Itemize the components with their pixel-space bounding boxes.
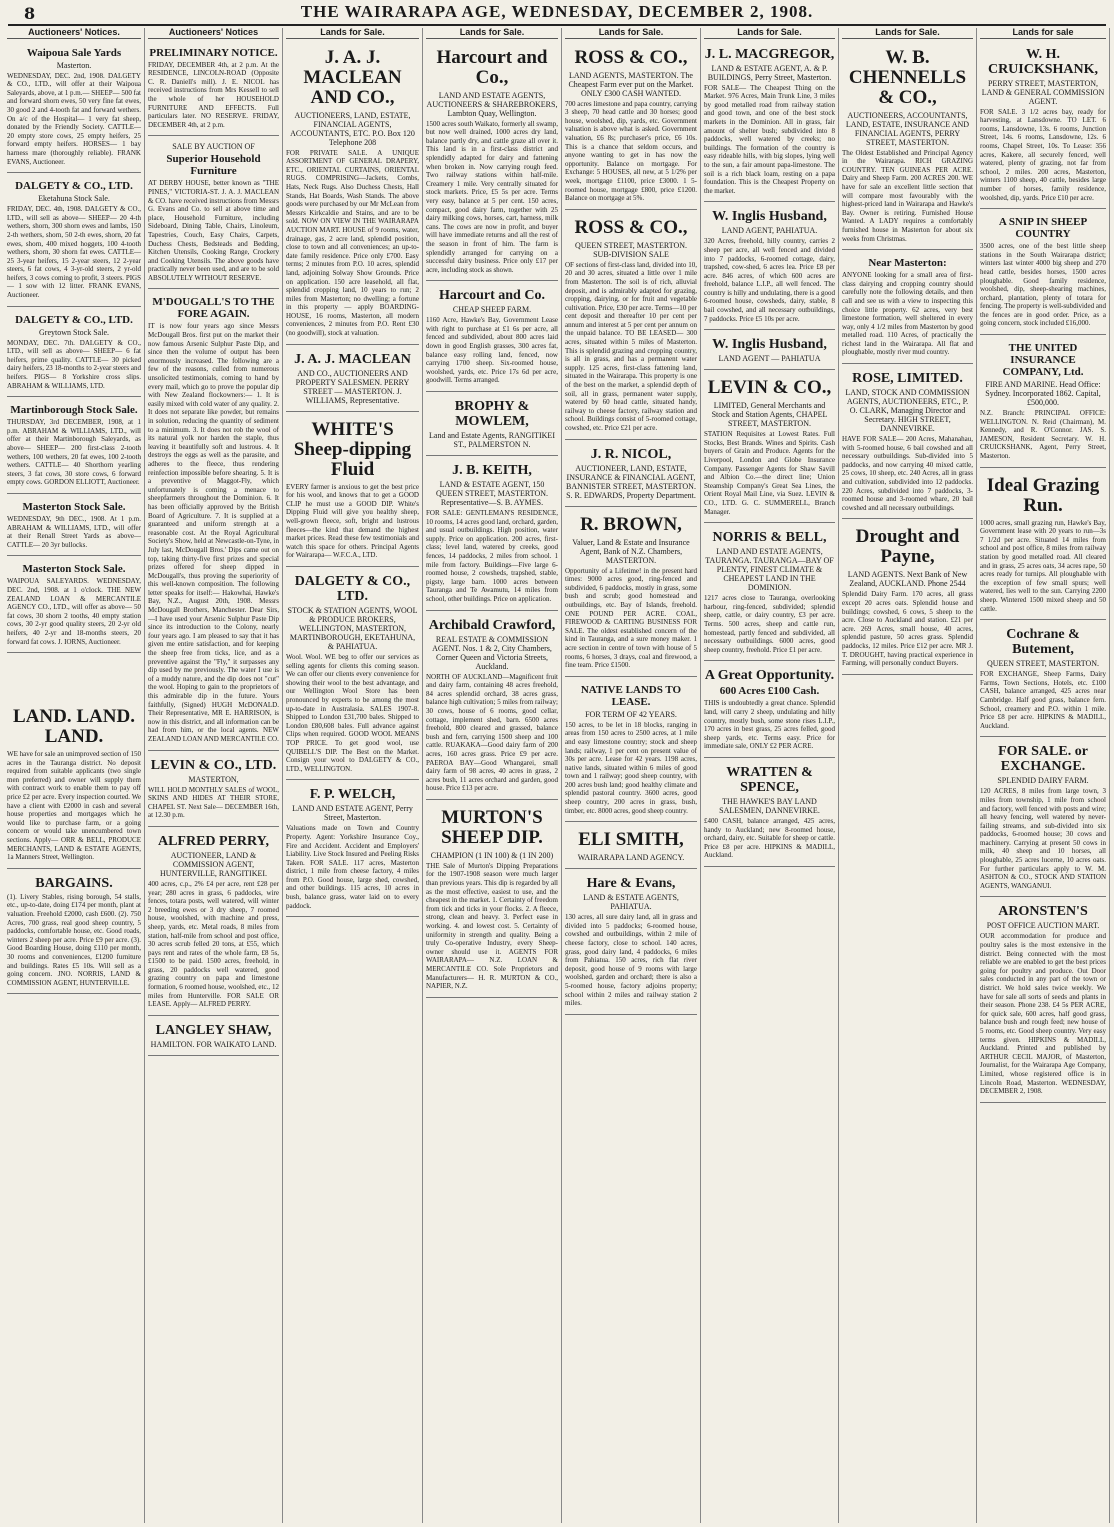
ad-body: WEDNESDAY, DEC. 2nd, 1908. DALGETY & CO., LTD., will offer at their Waipoua Saleyards, above, at 1 p.m.— SHEEP— 500 fat and forward shorn ewes, 50 very fine fat ewes, 30 good 2 and 4-tooth fat and forward wethers. On a/c of the Hospital— 1 very fat sheep, donated by the Friendly Society. CATTLE— 20 empty store cows, 25 empty heifers, 25 forward empty heifers. HORSES— 1 bay harness mare (thoroughly reliable). FRANK EVANS, Auctioneer. <box>7 71 141 166</box>
ad-body: 1000 acres, small grazing run, Hawke's Bay, Government lease with 20 years to run—3s 7 1/2d per acre. Situated 14 miles from school and post office, 8 miles from railway station by good metalled road. All cleared and in grass, 25 acres oats, 34 acres rape, 50 acres ready for turnips. All ploughable with the exception of few small spurs; well watered, lies well to the sun. Carrying 2200 sheep. Wintered 1500 mixed sheep and 50 cattle. <box>980 518 1106 613</box>
ad-heading: ALFRED PERRY, <box>157 833 269 849</box>
page-number: 8 <box>24 4 36 23</box>
ad-heading: DALGETY & CO., LTD. <box>15 313 133 326</box>
ad-body: OUR accommodation for produce and poultry sales is the most extensive in the district. Being connected with the most reliable we are enabled to get the best prices going for poultry and produce. Out Door sales conducted in any part of the town or district. We hold sales twice weekly. We have for sale all sorts of seeds and plants in their season. Phone 238. £4 5s PER ACRE, for quick sale, 600 acres, half good grass, balance bush and rough feed; new house of 5 rooms, etc. Good sheep country. Very easy terms given. HIPKINS & MADILL, Auckland. Printed and published by ARTHUR CECIL MAJOR, of Masterton, Journalist, for the Wairarapa Age Company, Limited, whose registered office is in Lincoln Road, Masterton. WEDNESDAY, DECEMBER 2, 1908. <box>980 932 1106 1096</box>
ad <box>148 753 279 827</box>
ad-body: 120 ACRES, 8 miles from large town, 3 miles from township, 1 mile from school and factory, well fenced with posts and wire; all heavy fencing, well watered by never-failing streams, and sub-divided into six paddocks, 6-roomed house; 30 cows and machinery. Carrying at present 50 cows in milk, 40 sheep and 10 horses, all ploughable, 25 acres lucerne, 10 acres oats. For further particulars apply to W. M. ASHTON & CO., STOCK AND STATION AGENTS, WANGANUI. <box>980 787 1106 890</box>
ad-subheading: HAMILTON. FOR WAIKATO LAND. <box>150 1039 277 1049</box>
ad-subheading: REAL ESTATE & COMMISSION AGENT. Nos. 1 & 2, City Chambers, Corner Queen and Victoria Streets, Auckland. <box>432 634 552 671</box>
column-2 <box>145 28 283 1523</box>
ad-heading: J. R. NICOL, <box>590 446 672 462</box>
ad-heading: W. Inglis Husband, <box>712 337 827 353</box>
ad-subheading: AUCTIONEERS, ACCOUNTANTS, LAND, ESTATE, INSURANCE AND FINANCIAL AGENTS, PERRY STREET, MASTERTON. <box>845 110 970 147</box>
ad-heading: W. H. CRUICKSHANK, <box>987 46 1099 77</box>
ad <box>426 613 558 800</box>
ad <box>426 283 558 392</box>
ad-subheading: LAND AND ESTATE AGENTS, AUCTIONEERS & SHAREBROKERS, Lambton Quay, Wellington. <box>426 90 558 118</box>
ad-body: STATION Requisites at Lowest Rates. Full Stocks, Best Brands. Wines and Spirits. Cash buyers of Grain and Produce. Agents for the Liverpool, London and Globe Insurance Company. Passenger Agents for Shaw Savill and Albion Co.—the direct line; Union Steamship Company's Great Sea Lines, the Orient Royal Mail Line, via Suez. LEVIN & CO., LTD. G. C. SUMMERELL, Branch Manager. <box>704 430 835 516</box>
ad <box>980 739 1106 897</box>
ad-subheading: LAND & ESTATE AGENTS, PAHIATUA. <box>583 893 679 912</box>
column-category: Lands for Sale. <box>842 28 973 39</box>
column-category: Auctioneers' Notices <box>148 28 279 39</box>
ad-subheading: LAND, STOCK AND COMMISSION AGENTS, AUCTIONEERS, ETC., P. O. CLARK, Managing Director and Secretary. HIGH STREET, DANNEVIRKE. <box>845 388 970 434</box>
ad-heading: BROPHY & MOWLEM, <box>454 399 530 430</box>
ad-heading: Archibald Crawford, <box>428 617 556 633</box>
ad <box>980 42 1106 210</box>
ad <box>426 394 558 456</box>
ad-subheading: AUCTIONEERS, LAND, ESTATE, FINANCIAL AGENTS, ACCOUNTANTS, ETC. P.O. Box 120 Telephone 208 <box>290 110 415 147</box>
ad-heading: BARGAINS. <box>35 875 113 891</box>
ad-subheading: LAND AGENT — PAHIATUA <box>718 354 821 364</box>
ad-heading: J. L. MACGREGOR, <box>704 46 835 62</box>
ad-heading: ROSS & CO., <box>574 216 688 238</box>
ad-subheading: LIMITED, General Merchants and Stock and Station Agents, CHAPEL STREET, MASTERTON. <box>711 401 828 429</box>
ad-heading: Ideal Grazing Run. <box>986 474 1100 516</box>
ad-heading: Harcourt and Co., <box>436 46 548 88</box>
ad-body: 1160 Acre, Hawke's Bay, Government Lease with right to purchase at £1 6s per acre, all fenced and subdivided, about 800 acres laid down in good English grasses, 300 acres fat, balance easy rolling land, fenced, now carrying 1700 sheep. Six-roomed house, woolshed, yards, etc. Price 17s 6d per acre, goodwill. Terms arranged. <box>426 316 558 385</box>
ad-body: FOR EXCHANGE, Sheep Farms, Dairy Farms, Town Sections, Hotels, etc. £100 CASH, balance arranged, 425 acres near Cambridge. Half good grass, balance fern. School, creamery and P.O. within 1 mile. Price £8 per acre. HIPKINS & MADILL, Auckland. <box>980 670 1106 730</box>
ad-heading: Harcourt and Co. <box>439 288 545 304</box>
ad-heading: Masterton Stock Sale. <box>22 500 126 513</box>
ad-heading: THE UNITED INSURANCE COMPANY, Ltd. <box>1002 342 1084 379</box>
ad-subheading: CHEAP SHEEP FARM. <box>452 305 532 315</box>
ad <box>148 291 279 750</box>
ad-subheading: Masterton. <box>56 60 92 70</box>
ad-heading: LEVIN & CO., LTD. <box>150 757 277 773</box>
ad-subheading: STOCK & STATION AGENTS, WOOL & PRODUCE BROKERS, WELLINGTON, MASTERTON, MARTINBOROUGH, EKETAHUNA, & PAHIATUA. <box>287 606 418 651</box>
ad-heading: ELI SMITH, <box>578 829 684 851</box>
ad-body: HAVE FOR SALE— 200 Acres, Mahanahau, with 5-roomed house, 6 bail cowshed and all necessary outbuildings. Sub-divided into 5 paddocks, and now carrying 40 mixed cattle, 25 cows, 10 sheep, etc. 240 Acres, all in grass and cultivation, subdivided into 12 paddocks. 220 Acres, subdivided into 7 paddocks, 3-roomed house and 3-roomed whare, 20 bail cowshed and all necessary outbuildings. <box>842 435 973 512</box>
ad <box>565 871 697 1015</box>
ad-heading: LEVIN & CO., <box>707 377 832 399</box>
masthead <box>8 2 1106 26</box>
ad <box>980 899 1106 1102</box>
ad-body: Valuations made on Town and Country Property. Agent: Yorkshire Insurance Coy., Fire and Accident. Accident and Employers' Liability. Live Stock Insured and Peeling Risks Taken. FOR SALE. 117 acres, Masterton district, 1 mile from cheese factory, 4 miles from P.O. Good house, large shed, cowshed, and other buildings. 115 acres, 10 acres in bush, balance grass, water laid on to every paddock. <box>286 824 419 910</box>
ad-subheading: WAIRARAPA LAND AGENCY. <box>577 853 685 863</box>
ad <box>704 663 835 758</box>
ad <box>704 372 835 523</box>
ad-body: 130 acres, all sure dairy land, all in grass and divided into 5 paddocks; 6-roomed house, cowshed and outbuildings, within 2 mile of cheese factory, close to school. 140 acres, grass, good dairy land, 4 paddocks, 6 miles from Pahiatua. 150 acres, rich flat river deposit, good house of 9 rooms with large woolshed, garden and orchard; there is also a 5-roomed house, factory adjoins property; school within 2 miles and railway station 2 miles. <box>565 913 697 1008</box>
ad-body: WEDNESDAY, 9th DEC., 1908. At 1 p.m. ABRAHAM & WILLIAMS, LTD., will offer at their Renall Street Yards as above— CATTLE— 20 3yr bullocks. <box>7 514 141 549</box>
ad-body: The Oldest Established and Principal Agency in the Wairarapa. RICH GRAZING COUNTRY. TEN GUINEAS PER ACRE. Dairy and Sheep Farm. 200 ACRES 200. WE have for sale an excellent little section that will compare most favourably with the highest-priced land in Wairarapa and Hawke's Bay. Owner is retiring. Furnished House Wanted. A LADY requires a comfortably furnished house in Masterton for about six weeks from Christmas. <box>842 148 973 243</box>
ad-heading: NATIVE LANDS TO LEASE. <box>580 683 682 708</box>
column-category: Auctioneers' Notices. <box>7 28 141 39</box>
ad-heading: LANGLEY SHAW, <box>155 1022 272 1038</box>
ad <box>286 414 419 567</box>
ad-heading: DALGETY & CO., LTD. <box>294 574 411 604</box>
ad-subheading: Eketahuna Stock Sale. <box>38 194 110 204</box>
ad-body: NORTH OF AUCKLAND—Magnificent fruit and dairy farm, containing 48 acres freehold, 84 acres splendid orchard, 38 acres grass, balance high cultivation; 5 miles from railway; 30 cows, house of 6 rooms, good cellar, cottage, implement shed, barn. 6500 acres freehold, 800 cleared and grassed, balance bush and fern, carrying 1500 sheep and 100 cattle. RUAKAKA—Good dairy farm of 200 acres, 160 acres grass. Price £9 per acre. PAEROA BAY—Good Whangarei, small dairy farm of 98 acres, 40 acres in grass, 2 acres bush, 11 acres orchard and garden, good house. Price £13 per acre. <box>426 672 558 793</box>
ad-heading: FOR SALE. or EXCHANGE. <box>998 744 1088 775</box>
ad <box>286 569 419 780</box>
ad-subheading: LAND AND ESTATE AGENT, Perry Street, Masterton. <box>292 804 413 823</box>
column-1 <box>4 28 145 1523</box>
ad <box>565 824 697 869</box>
ad-heading: A Great Opportunity. <box>704 668 835 684</box>
ad <box>148 42 279 137</box>
ad <box>286 42 419 345</box>
ad <box>565 679 697 823</box>
column-category: Lands for Sale. <box>704 28 835 39</box>
ad-heading: Superior Household Furniture <box>166 153 261 178</box>
ad-heading: Cochrane & Butement, <box>1006 627 1080 658</box>
ad-heading: ARONSTEN'S <box>998 904 1088 920</box>
column-3 <box>283 28 423 1523</box>
column-category: Lands for Sale. <box>426 28 558 39</box>
ad-subheading: SALE BY AUCTION OF <box>172 142 255 152</box>
ad <box>7 309 141 398</box>
ad-heading: Hare & Evans, <box>586 876 676 892</box>
column-category: Lands for Sale. <box>565 28 697 39</box>
ad-subheading: LAND AGENT, PAHIATUA. <box>721 226 818 236</box>
ad-heading: R. BROWN, <box>580 513 682 535</box>
ad <box>704 332 835 370</box>
ad <box>704 760 835 867</box>
ad-body: (1). Livery Stables, rising borough, 54 stalls, etc., up-to-date, doing £174 per month, plant at valuation. Freehold £2000, cash £600. (2). 750 Acres, 700 grass, real good sheep country, 5 paddocks, comfortable house, etc. Good roads, winters 2 sheep per acre. Price £9 per acre. (3). Good Boarding House, doing £110 per month, 30 rooms and conveniences, £1200 furniture and buildings. Rates £5 10s. Will sell as a going concern. JNO. NORRIS, LAND & COMMISSION AGENT, HUNTERVILLE. <box>7 892 141 987</box>
column-6 <box>701 28 839 1523</box>
ad-body: Wool. Wool. WE beg to offer our services as selling agents for clients this coming season. We can offer our clients every convenience for showing their wool to the best advantage, and our Wellington Wool Store has been pronounced by experts to be among the most up-to-date in Australasia. SALES 1907-8. Shipped to London £31,700 bales. Shipped to London £80,608 bales. Full advance against Clips when required. GOOD WOOL MEANS TOP PRICE. To get good wool, use QUIBELL'S DIP. The Best on the Market. Consign your wool to DALGETY & CO., LTD., WELLINGTON. <box>286 653 419 773</box>
ad-body: IT is now four years ago since Messrs McDougall Bros. first put on the market their now famous Arsenic Sulphur Paste Dip, and since then the volume of output has been enormously increased. The following are a few of the reasons, culled from numerous unsolicited testimonials, coming to hand by every mail, which go to prove the popular dip with New Zealand flockowners:— 1. It is easily mixed with cold water of any quality. 2. It does not separate like powder, but remains in solution, reducing the quantity of sediment to a minimum. 3. It does not rob the wool of its natural yolk nor harden the staple, thus leaving it beautifully soft and lustrous. 4. It destroys the eggs as well as the parasite, and adheres to the fleece, thus rendering reinfection impossible before shearing. 5. It is a preventive of Maggot-Fly, which unfortunately is coming a menace to sheepfarmers throughout the Dominion. 6. It has been officially approved by the British Board of Agriculture. 7. It is supplied at a guaranteed and uniform strength at a reasonable cost. At the Royal Agricultural Society's Show, held at Newcastle-on-Tyne, in July last, McDougall Bros.' Dips came out on top, taking thirty-five first prizes and special prizes offered for sheep dipped in McDougall's, thus proving the superiority of this well-known composition. The following letter speaks for itself:— Hakowhai, Hawke's Bay, N.Z., August 20th, 1908. Messrs McDougall Brothers, Manchester. Dear Sirs,—I have used your Arsenic Sulphur Paste Dip since its introduction to the Colony, nearly four years ago. I am pleased to say that it has given me entire satisfaction, and for keeping the sheep free from ticks, lice, and as a preventive against the "Fly," it surpasses any dip used by me previously. The water I use is of a muddy nature, and the dip does not "cut" the wool. Hoping to gain to the proprietors of this admirable dip in the future. Yours faithfully, (Signed) HUGH McDONALD. Their Representative, MR E. HARRISON, is now in this district, and all information can be had from him, or the local agents. NEW ZEALAND LOAN AND MERCANTILE CO. <box>148 322 279 743</box>
ad <box>704 525 835 661</box>
ad-body: AT DERBY HOUSE, better known as "THE PINES," VICTORIA-ST. J. A. J. MACLEAN & CO. have received instructions from Messrs G. Evans and Co. to sell at above time and place, Household Furniture, including Sideboard, Dining Table, Chairs, Linoleum, Tapestries, Couch, Easy Chairs, Carpets, Duchess Chests, Bedsteads and Bedding, Kitchen Utensils, Cooking Range, Crockery and Cooking Utensils. The above goods have practically never been used, and are to be sold ABSOLUTELY WITHOUT RESERVE. <box>148 179 279 282</box>
ad-body: MONDAY, DEC. 7th. DALGETY & CO., LTD., will sell as above— SHEEP— 6 fat heifers, prime quality. CATTLE— 30 picked dairy heifers, 23 18-months to 2-year steers and heifers. PIGS— 8 Yorkshire cross slips. ABRAHAM & WILLIAMS, LTD. <box>7 338 141 390</box>
ad <box>286 782 419 917</box>
ad <box>7 558 141 653</box>
column-4 <box>423 28 562 1523</box>
ad <box>704 204 835 330</box>
ad-heading: Waipoua Sale Yards <box>26 46 122 59</box>
ad-heading: F. P. WELCH, <box>309 787 396 803</box>
ad <box>148 1018 279 1056</box>
ad-subheading: Greytown Stock Sale. <box>39 327 109 337</box>
ad-body: ANYONE looking for a small area of first-class dairying and cropping country should carefully note the following details, and then call and see us with a view to inspecting this choice little property. 62 acres, very best limestone formation, well sheltered in every way, only 4 1/2 miles from Masterton by good metalled road. 110 Acres, of practically the richest land in the Wairarapa. All flat and ploughable, mostly river mud country. <box>842 271 973 357</box>
ad <box>7 871 141 995</box>
ad-body: THURSDAY, 3rd DECEMBER, 1908, at 1 p.m. ABRAHAM & WILLIAMS, LTD., will offer at their Martinborough Saleyards, as above— SHEEP— 200 first-class 2-tooth wethers, 100 wethers, 20 fat ewes, 100 2-tooth wethers. CATTLE— 40 Shorthorn yearling steers, 3 fat cows, 30 store cows, 6 forward empty cows. GORDON ELLIOTT, Auctioneer. <box>7 418 141 487</box>
ad-subheading: CHAMPION (1 IN 100) & (1 IN 200) <box>430 850 554 860</box>
ad-subheading: LAND AGENTS. Next Bank of New Zealand, AUCKLAND. Phone 2544 <box>847 570 968 589</box>
ad-body: 1500 acres south Waikato, formerly all swamp, but now well drained, 1000 acres dry land, balance partly dry, and cattle graze all over it. This land is in a first-class district and splendidly adapted for dairy and fattening when broken in. Now carrying rough feed. Two railway stations within half-mile. Creamery 1 mile. Very centrally situated for stock markets. Price, £5 5s per acre. Terms very easy, balance at 5 per cent. 150 acres, compact, good dairy farm, together with 25 dairy milking cows, horses, cart, harness, milk cans. The cows are now in profit, and buyer will have immediate returns and all the rest of the season in front of him. The farm is splendidly arranged for carrying on a successful dairy business. Price only £17 per acre, including stock as shown. <box>426 119 558 274</box>
ad <box>426 802 558 998</box>
ad-body: 3500 acres, one of the best little sheep stations in the South Wairarapa district; winters last winter 4000 big sheep and 270 head cattle, besides horses, 1500 acres ploughable. Good family residence, woolshed, dip, sheep-shearing machines, orchard, plantation, plenty of totara for fencing. The property is well-subdivided and the fences are in good order. Price, as a going concern, stock included £16,000. <box>980 242 1106 328</box>
ad-heading: J. A. J. MACLEAN <box>294 351 411 367</box>
ad-heading: Martinborough Stock Sale. <box>10 404 138 417</box>
ad-body: Splendid Dairy Farm. 170 acres, all grass except 20 acres oats. Splendid house and buildings; cowshed, 6 cows, 5 sheep to the acre. Close to Auckland and station. £21 per acre. 269 Acres, small house, 40 acres, splendid pasture, 50 acres grass. Splendid paddocks, 12 miles. Price £12 per acre. MR J. T. DROUGHT, having practical experience in Farming, will personally conduct Buyers. <box>842 590 973 668</box>
ad-body: 320 Acres, freehold, hilly country, carries 2 sheep per acre, all well fenced and divided into 7 paddocks, 6-roomed cottage, dairy, trapshed, cow-shed, 6 acres lea. Price £8 per acre. 846 acres, of which 600 acres are freehold, balance L.I.P., all well fenced. The country is hilly and undulating, there is a good 6-roomed house, cowsheds, dairy, stable, 8 bail cowshed, and all necessary outbuildings, 7 paddocks. Price £5 10s per acre. <box>704 237 835 323</box>
ad <box>842 252 973 364</box>
ad-subheading: AUCTIONEER, LAND, ESTATE, INSURANCE & FINANCIAL AGENT, BANNISTER STREET, MASTERTON. S. R. EDWARDS, Property Department. <box>566 463 696 500</box>
column-8 <box>977 28 1110 1523</box>
ad-subheading: AUCTIONEER, LAND & COMMISSION AGENT, HUNTERVILLE, RANGITIKEI. <box>159 850 268 878</box>
ad-heading: DALGETY & CO., LTD. <box>15 180 133 193</box>
ad <box>842 521 973 674</box>
ad <box>565 212 697 440</box>
ad <box>7 42 141 174</box>
ad-body: 400 acres, c.p., 2% £4 per acre, rent £28 per year; 280 acres in grass, 6 paddocks, wire fences, totara posts, well watered, will winter 2 breeding ewes or 3 dry sheep, 7 roomed house, woolshed, with machine and press, sheep, yards, etc. Metal roads, 8 miles from station, half-mile from school and post office, 30 acres scrub felled 20 tons, at £55, which pays rent and rates of the whole farm, £8 5s, £1500 to be paid. 1500 acres, freehold, in grass, 20 paddocks well watered, good grazing country on papa and limestone formation, 6 roomed house, woolshed, etc., 12 miles from Hunterville. FOR SALE OR LEASE. Apply— ALFRED PERRY. <box>148 879 279 1009</box>
ad-body: 700 acres limestone and papa country, carrying 3 sheep, 70 head cattle and 30 horses; good house, woolshed, dip, yards, etc. Government valuation is above what is asked. Government valuation, £6 8s; purchaser's price, £6 10s. This is a chance that seldom occurs, and anyone wanting to get in has now the opportunity. Balance on mortgage. For Exchange: 5 HOUSES, all new, at 5 1/2% per week, mortgage £1100, price £3000. 1 5-roomed house, mortgage £800, price £1200. Balance on mortgage at 5%. <box>565 99 697 203</box>
ad-heading: Masterton Stock Sale. <box>22 563 126 576</box>
ad-subheading: FIRE AND MARINE. Head Office: Sydney. Incorporated 1862. Capital, £500,000. <box>985 380 1101 408</box>
ad-body: Opportunity of a Lifetime! in the present hard times: 9000 acres good, ring-fenced and subdivided, 6 paddocks, mostly in grass, some bush and scrub; good homestead and outbuildings, etc. Bay of Islands, freehold. ONE POUND PER ACRE. COAL, FIREWOOD & CARTING BUSINESS FOR SALE. The oldest established concern of the kind in Tauranga, and a sure money maker. 1 acre section in centre of town with house of 5 rooms, 6 horses, 3 drays, coal and firewood, a fine team. Price £1500. <box>565 566 697 670</box>
ad-heading: Near Masterton: <box>868 257 947 270</box>
ad <box>7 399 141 494</box>
ad-subheading: MASTERTON, <box>188 774 239 784</box>
ad-subheading: PERRY STREET, MASTERTON, LAND & GENERAL COMMISSION AGENT. <box>981 78 1105 106</box>
ad-subheading: LAND AND ESTATE AGENTS, TAURANGA. TAURANGA—BAY OF PLENTY, FINEST CLIMATE & CHEAPEST LAND IN THE DOMINION. <box>705 547 834 593</box>
ad-subheading: AND CO., AUCTIONEERS AND PROPERTY SALESMEN. PERRY STREET — MASTERTON. J. WILLIAMS, Representative. <box>295 368 410 405</box>
ad-heading: WHITE'S Sheep-dipping Fluid <box>293 418 412 480</box>
newspaper-title: THE WAIRARAPA AGE, WEDNESDAY, DECEMBER 2, 1908. <box>300 2 814 21</box>
ad-subheading: Land and Estate Agents, RANGITIKEI ST., PALMERSTON N. <box>429 431 555 450</box>
ad-body: FOR SALE— The Cheapest Thing on the Market. 976 Acres, Main Trunk Line, 3 miles by good metalled road from railway station and good town, and one of the best stock markets in the Dominion. All in grass, fair amount of shelter bush; subdivided into 8 paddocks, well watered by creeks; no buildings. The formation of the country is easy rideable hills, with big slopes, lying well to the sun, a fair amount papa-limestone. The soil is a rich black loam, resting on a papa foundation. This is the Cheapest Property on the market. <box>704 83 835 195</box>
ad-body: N.Z. Branch: PRINCIPAL OFFICE: WELLINGTON. N. Reid (Chairman), M. Kennedy, and R. O'Connor. JAS. S. JAMESON, Resident Secretary. W. H. CRUICKSHANK, Agent, Perry Street, Masterton. <box>980 409 1106 461</box>
ad-heading: J. B. KEITH, <box>452 463 532 479</box>
column-7 <box>839 28 977 1523</box>
ad <box>7 496 141 556</box>
ad-body: FOR PRIVATE SALE. A UNIQUE ASSORTMENT OF GENERAL DRAPERY, ETC., ORIENTAL CURTAINS, ORIENTAL RUGS. COMPRISING—Jackets, Combs, Hats, Neck Rugs. Also Duchess Chests, Hall Stands, Hat Boards, Wash Stands. The above goods were purchased by our Mr McLean from Messrs Kirkcaldie and Stains, and are to be sold. NOW ON VIEW IN THE WAIRARAPA AUCTION MART. HOUSE of 9 rooms, water, drainage, gas, 2 acre land, splendid position, close to town and all conveniences; an up-to-date family residence. Price only £700. Easy terms; 2 minutes from P.O. 10 acres, splendid land, adjoining Solway Show Grounds. Price on application. 150 acre leasehold, all flat, splendid cropping land, 10 years to run; 2 miles from Masterton; no dwelling; a fortune in this property — apply BOARDING-HOUSE, 16 rooms, Masterton, all modern conveniences, 2 minutes from P.O. Rent £30 (no goodwill), stock at valuation. <box>286 148 419 338</box>
ad <box>286 347 419 412</box>
ad <box>426 458 558 611</box>
ad-heading: WRATTEN & SPENCE, <box>726 764 813 795</box>
ad <box>842 366 973 519</box>
ad <box>148 829 279 1016</box>
ad-heading: J. A. J. MACLEAN AND CO., <box>303 46 402 108</box>
ad-body: FOR SALE. 3 1/2 acres bay, ready for harvesting, at Lansdowne. TO LET. 6 rooms, Lansdowne, 13s. 6 rooms, Junction Street, 14s. 6 rooms, Lansdowne, 12s. 6 rooms, Chapel Street, 10s. To Lease: 356 acres, Kakere, all securely fenced, well watered, plenty of grazing, not far from school, 2 miles. 200 acres, Masterton, winters 1100 sheep, 40 cattle, besides large number of horses, family residence, woolshed, dip, yards. Price £10 per acre. <box>980 107 1106 202</box>
ad-heading: W. B. CHENNELLS & CO., <box>848 46 967 108</box>
ad <box>980 211 1106 335</box>
ad <box>980 470 1106 621</box>
column-category: Lands for Sale. <box>286 28 419 39</box>
ad-body: £400 CASH, balance arranged, 425 acres, handy to Auckland; new 8-roomed house, orchard, dairy, etc. Suitable for sheep or cattle. Price £8 per acre. HIPKINS & MADILL, Auckland. <box>704 816 835 860</box>
ad-subheading: LAND & ESTATE AGENT, A. & P. BUILDINGS, Perry Street, Masterton. <box>707 63 832 82</box>
ad-heading: Drought and Payne, <box>855 526 960 568</box>
ad-subheading: QUEEN STREET, MASTERTON. SUB-DIVISION SALE <box>574 240 688 259</box>
ad-subheading: THE HAWKE'S BAY LAND SALESMEN, DANNEVIRKE. <box>719 796 820 815</box>
ad-heading: PRELIMINARY NOTICE. <box>149 46 278 59</box>
ad <box>565 509 697 677</box>
ad-body: 150 acres, to be let in 18 blocks, ranging in areas from 150 acres to 2500 acres, at 1 mile and easy limestone country; stock and sheep lands; railway, 1 per cent on present value of 30s per acre. Lease for 42 years. 1198 acres, native lands, situated within 6 miles of good town and 1 railway; good sheep country, with 200 acres bush land; good healthy climate and splendid pastoral country. 3600 acres, good sheep country, 200 acres in grass, bush, timber, etc. 8000 acres, good sheep country. <box>565 720 697 815</box>
ad-body: THE Sale of Murton's Dipping Preparations for the 1907-1908 season were much larger than previous years. This dip is regarded by all as the most effective, easiest to use, and the cheapest in the market. 1. Certainty of freedom from tick and ticks in your flocks. 2. A fleece, strong, clean and heavy. 3. Perfect ease in working. 4. and lowest cost. 5. Certainty of uniformity in strength and quality. Being a truly Co-operative Industry, every Sheep-owner should use it. AGENTS FOR WAIRARAPA— N.Z. LOAN & MERCANTILE CO. Sole Proprietors and Manufacturers— H. R. MURTON & CO., NAPIER, N.Z. <box>426 861 558 991</box>
ad-heading: A SNIP IN SHEEP COUNTRY <box>998 216 1088 241</box>
ad-body: FOR SALE: GENTLEMAN'S RESIDENCE, 10 rooms, 14 acres good land, orchard, garden, and usual outbuildings. High position, water supply. Price on application. 200 acres, first-class; level land, watered by creeks, good fences, 14 paddocks, 2 miles from school. 1 mile from factory. Buildings—Five large 6-roomed house, 2 cowsheds, trapshed, stable, pigsty, large barn. 1000 acres between Tauranga and Te Awamutu, 14 miles from school, other buildings. Price on application. <box>426 509 558 603</box>
ad-subheading: 600 Acres £100 Cash. <box>719 685 820 698</box>
ad <box>980 337 1106 468</box>
ad-body: FRIDAY, DEC. 4th, 1908. DALGETY & CO., LTD., will sell as above— SHEEP— 20 4-th wethers, shorn, 300 shorn ewes and lambs, 150 2-th wethers, shorn, 50 2-th ewes, shorn, 20 fat ewes, shorn, 400 mixed hoggets, 100 4-tooth wethers, shorn, 30 shorn fat ewes. CATTLE— 25 3-year heifers, 15 2-year steers, 12 2-year steers, 6 fat cows, 4 3-yr-old steers, 2 yr-old heifers, 3 cows coming to profit, 3 steers. PIGS— 1 sow with 12 litter. FRANK EVANS, Auctioneer. <box>7 205 141 300</box>
ad-subheading: FOR TERM OF 42 YEARS. <box>585 709 677 719</box>
ad-body: WILL HOLD MONTHLY SALES of WOOL, SKINS AND HIDES AT THEIR STORE, CHAPEL ST. Next Sale— DECEMBER 16th, at 12.30 p.m. <box>148 785 279 820</box>
ad <box>842 42 973 251</box>
ad <box>148 138 279 289</box>
ad-subheading: POST OFFICE AUCTION MART. <box>986 921 1100 931</box>
ad-heading: M'DOUGALL'S TO THE FORE AGAIN. <box>152 296 275 321</box>
ad-subheading: LAND & ESTATE AGENT, 150 QUEEN STREET, MASTERTON. Representative—S. B. AYMES. <box>435 480 549 508</box>
ad-body: FRIDAY, DECEMBER 4th, at 2 p.m. At the RESIDENCE, LINCOLN-ROAD (Opposite C. R. Daniell's mill). J. E. NICOL has received instructions from Mrs Kessell to sell the whole of her HOUSEHOLD FURNITURE AND EFFECTS. Full particulars later. NO RESERVE. FRIDAY, DECEMBER 4th, at 2 p.m. <box>148 60 279 129</box>
ad-body: EVERY farmer is anxious to get the best price for his wool, and knows that to get a GOOD CLIP he must use a GOOD DIP. White's Dipping Fluid will give you healthy sheep, well-grown fleece, soft, bright and lustrous fleeces—the kind that demand the highest market prices. Read these few testimonials and watch this space for others. Principal Agents for Wairarapa— W.F.C.A., LTD. <box>286 482 419 560</box>
ad-subheading: QUEEN STREET, MASTERTON. <box>986 659 1100 669</box>
ad <box>980 622 1106 737</box>
ad-subheading: Valuer, Land & Estate and Insurance Agent, Bank of N.Z. Chambers, MASTERTON. <box>572 537 690 565</box>
ad-subheading: SPLENDID DAIRY FARM. <box>997 776 1089 786</box>
column-5 <box>562 28 701 1523</box>
ad-body: WE have for sale an unimproved section of 150 acres in the Tauranga district. No deposit required from suitable applicants (two single men preferred) and owner will supply them with contract work to enable them to pay off price £2 per acre. Every inspection courted. We have a client with £2000 in cash and several house properties and mortgages which he would like to purchase farm, or a going concern or would take unencumbered town sections. Apply— ORR & BELL, PRODUCE MERCHANTS, LAND & ESTATE AGENTS, 1a Manners Street, Wellington. <box>7 750 141 862</box>
ad-heading: W. Inglis Husband, <box>712 209 827 225</box>
ad-heading: LAND. LAND. LAND. <box>13 706 135 748</box>
ad-body: THIS is undoubtedly a great chance. Splendid land, will carry 2 sheep, undulating and hilly country, mostly bush, some stone rises L.I.P., 170 acres in best grass, 25 acres felled, good sheep yards, etc. Terms easy. Price for immediate sale, ONLY £2 PER ACRE. <box>704 699 835 751</box>
ad <box>426 42 558 282</box>
ad-heading: MURTON'S SHEEP DIP. <box>441 806 543 848</box>
ad-heading: ROSS & CO., <box>574 46 688 68</box>
ad <box>704 42 835 203</box>
column-category: Lands for sale <box>980 28 1106 39</box>
ad-subheading: LAND AGENTS, MASTERTON. The Cheapest Farm ever put on the Market. ONLY £300 CASH WANTED. <box>568 70 694 98</box>
ad <box>7 701 141 869</box>
ad-body: 1217 acres close to Tauranga, overlooking harbour, ring-fenced, subdivided; splendid sheep, cattle, or dairy country, £3 per acre. Terms. 500 acres, sheep and cattle run, homestead, partly fenced and subdivided, all necessary outbuildings. 6000 acres, good sheep country, freehold. Price £1 per acre. <box>704 594 835 654</box>
ad-body: OF sections of first-class land, divided into 10, 20 and 30 acres, situated a little over 1 mile from Masterton. The soil is of rich, alluvial deposit, and is admirably adapted for grazing, cropping, dairying, or for fruit and vegetable cultivation. Price, £30 per acre. Terms—10 per cent deposit and thereafter 10 per cent per annum and interest at 5 per cent per annum on the unpaid balance. TO BE LEASED— 300 acres, situated within 5 miles of Masterton. This is splendid grazing and cropping country, is all in grass, and has a permanent water supply. 125 acres, first-class fattening land, situated in the Wairarapa. This property is one of the best on the market, a splendid depth of soil, all in grass, permanent water supply, watered by 60 head cattle, situated handy, railway to cheese factory, railway station and school. Buildings consist of 5-roomed cottage, cowshed, etc. Price £21 per acre. <box>565 260 697 432</box>
ad <box>565 42 697 210</box>
ad-body: WAIPOUA SALEYARDS. WEDNESDAY, DEC. 2nd, 1908. at 1 o'clock. THE NEW ZEALAND LOAN & MERCANTILE AGENCY CO., LTD., will offer as above— 50 fat cows, 30 shorn 2 tooths, 40 empty station cows, 30 2-yr good quality steers, 20 2-yr old heifers, 40 2-yr and 18-months steers, 20 forward fat cows. J. IORNS, Auctioneer. <box>7 577 141 646</box>
ad <box>565 442 697 507</box>
ad-heading: NORRIS & BELL, <box>712 530 827 546</box>
ad-heading: ROSE, LIMITED. <box>852 371 963 387</box>
ad <box>7 175 141 307</box>
